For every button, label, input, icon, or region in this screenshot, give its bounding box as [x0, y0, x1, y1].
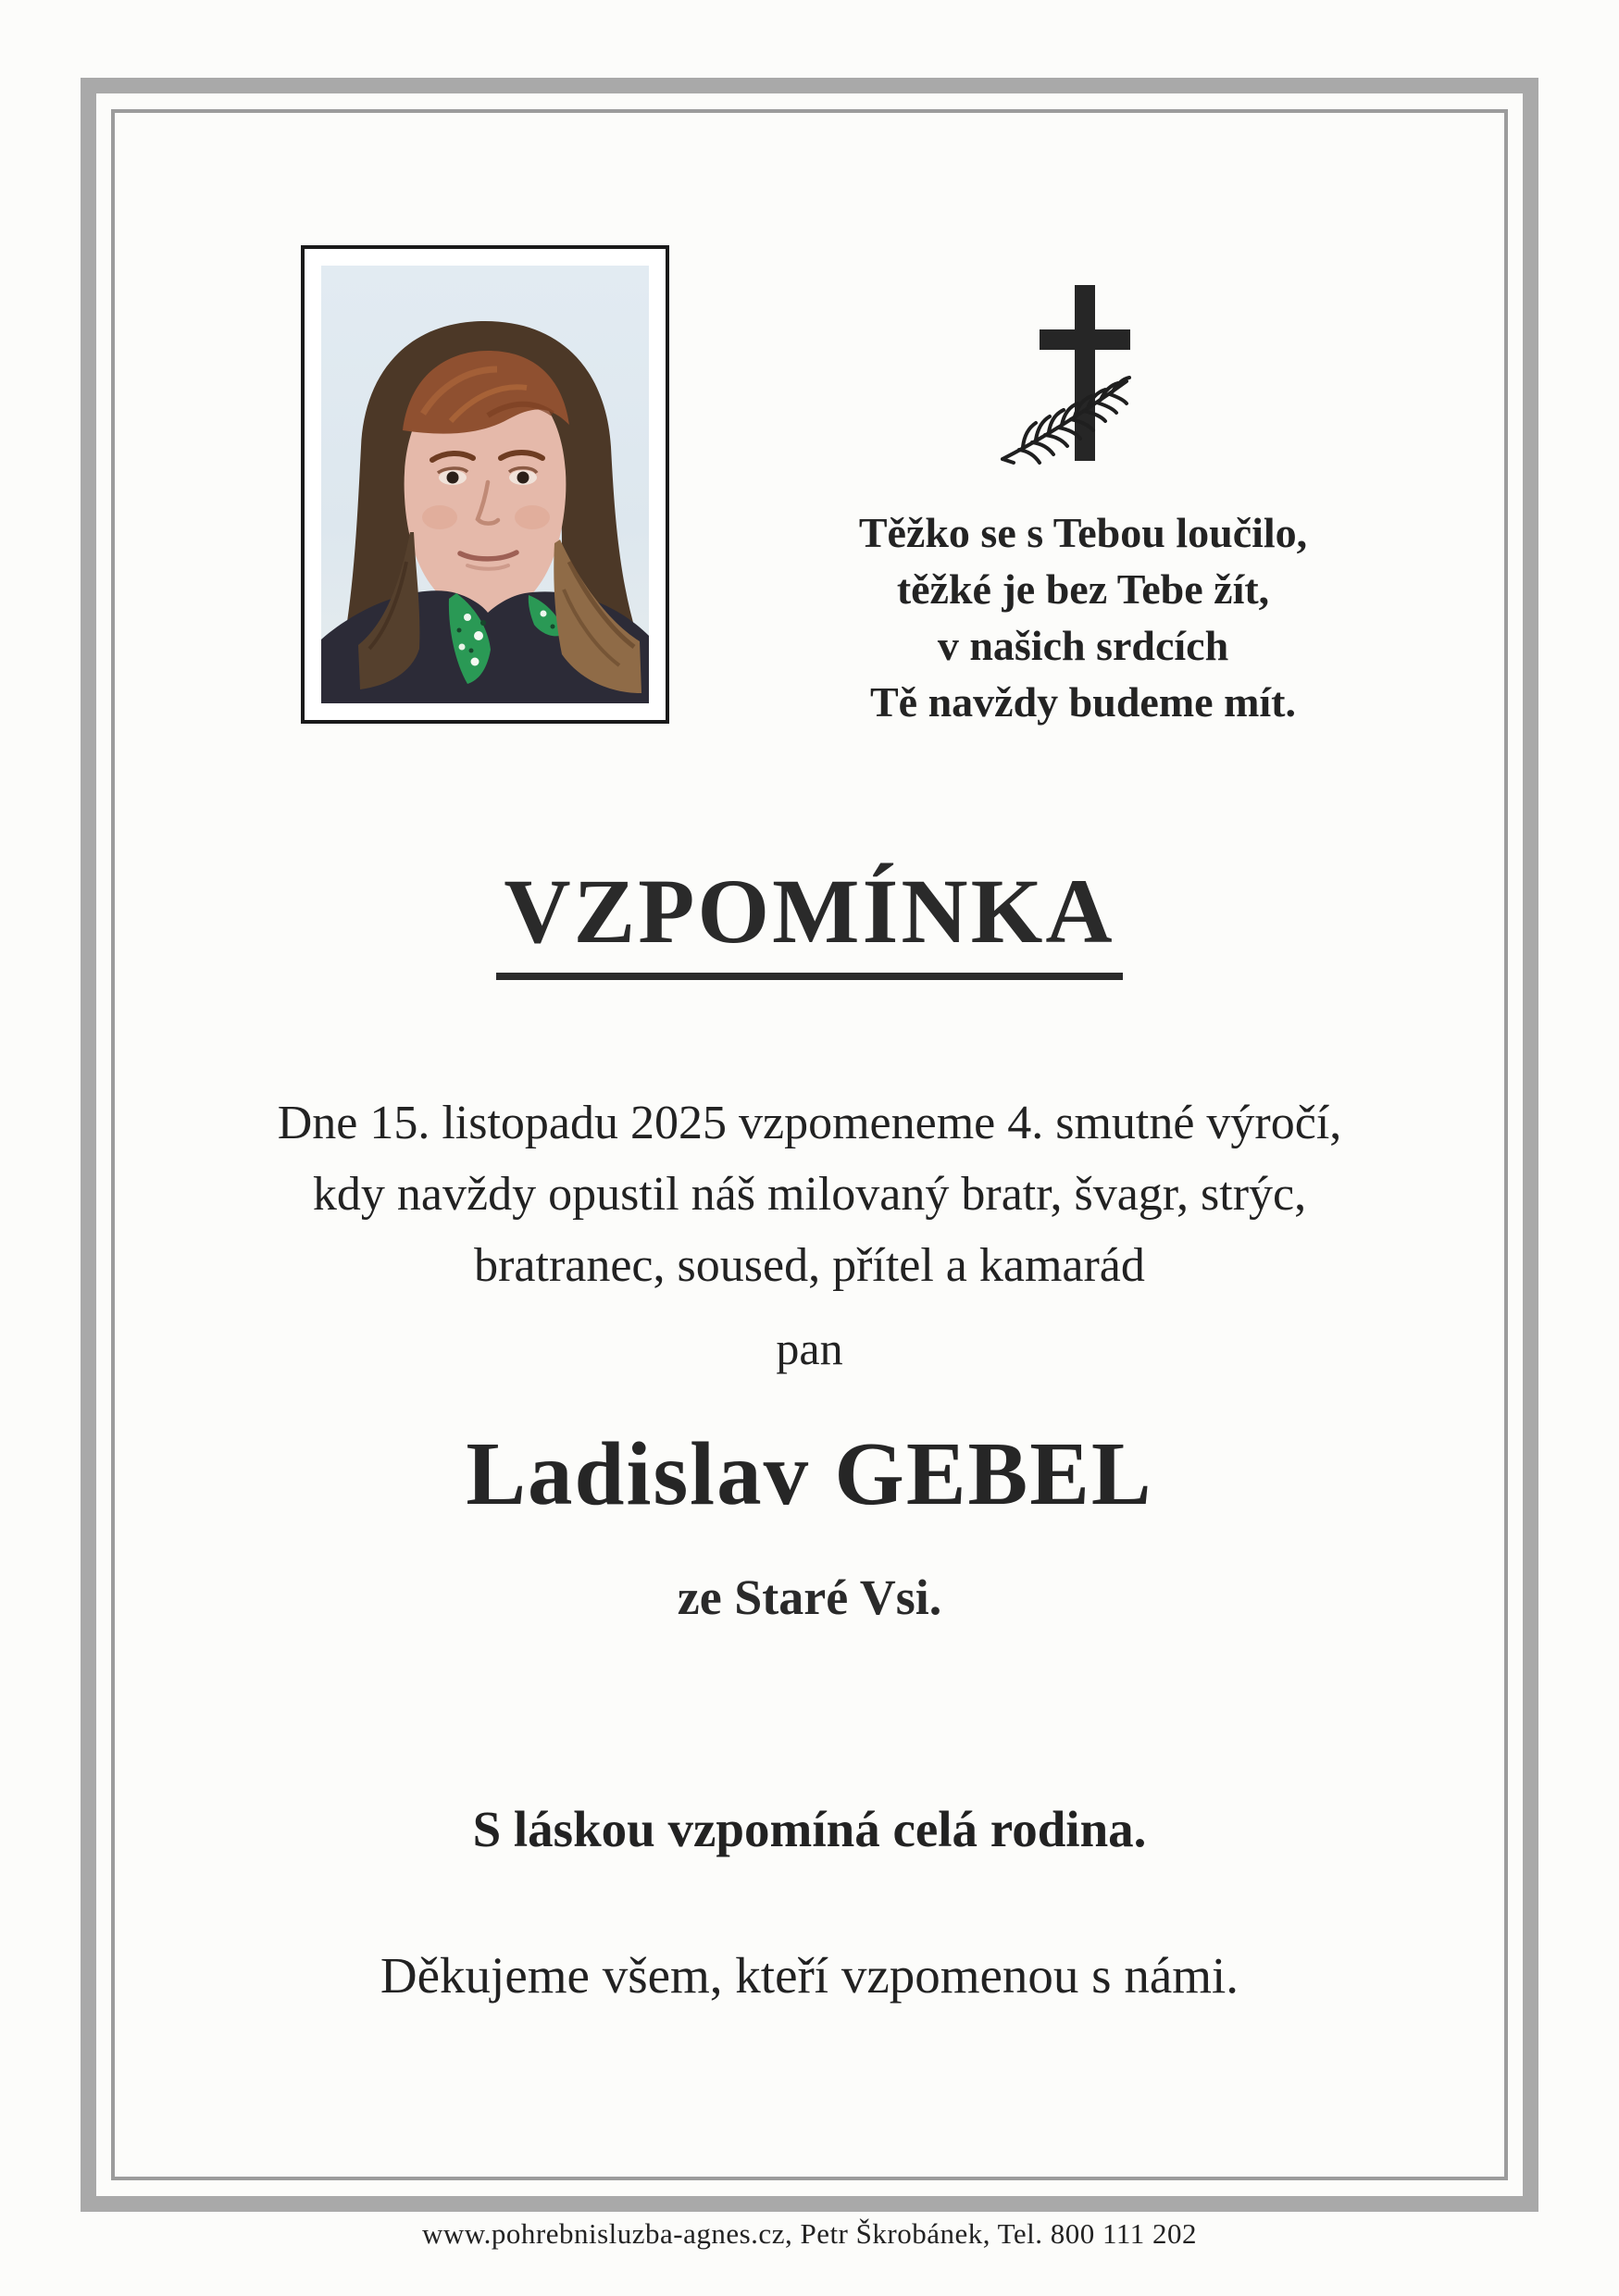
poem-line: těžké je bez Tebe žít,	[896, 565, 1270, 613]
memorial-line: kdy navždy opustil náš milovaný bratr, švagr, strýc,	[312, 1168, 1307, 1221]
memorial-line: bratranec, soused, přítel a kamarád	[474, 1239, 1145, 1292]
poem-line: Těžko se s Tebou loučilo,	[858, 509, 1308, 556]
memorial-text	[0, 1087, 1619, 1301]
title-wrap	[0, 860, 1619, 980]
poem	[713, 504, 1453, 730]
cross-palm-icon	[986, 278, 1171, 486]
thanks-note: Děkujeme všem, kteří vzpomenou s námi.	[380, 1947, 1239, 2004]
deceased-name: Ladislav GEBEL	[466, 1424, 1153, 1523]
page-title: VZPOMÍNKA	[496, 865, 1122, 980]
funeral-service-footer: www.pohrebnisluzba-agnes.cz, Petr Škrobánek, Tel. 800 111 202	[421, 2217, 1197, 2250]
residence: ze Staré Vsi.	[677, 1570, 942, 1625]
salutation: pan	[776, 1322, 843, 1374]
poem-line: v našich srdcích	[937, 622, 1229, 669]
family-note: S láskou vzpomíná celá rodina.	[472, 1801, 1147, 1857]
memorial-line: Dne 15. listopadu 2025 vzpomeneme 4. smutné výročí,	[277, 1097, 1342, 1149]
portrait-illustration	[321, 266, 649, 703]
portrait-photo	[301, 245, 669, 724]
poem-line: Tě navždy budeme mít.	[870, 678, 1296, 726]
